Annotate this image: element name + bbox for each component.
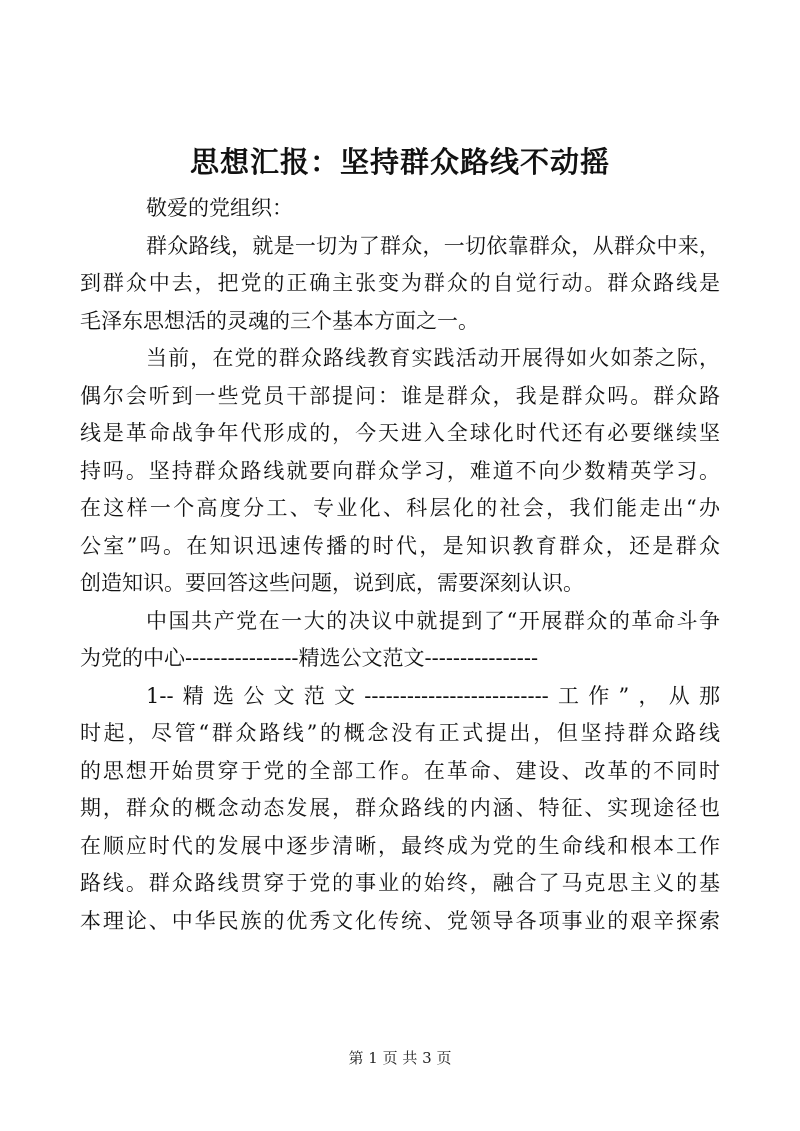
paragraph-line: 毛泽东思想活的灵魂的三个基本方面之一。 — [80, 308, 479, 333]
paragraph-line: 持吗。坚持群众路线就要向群众学习，难道不向少数精英学习。 — [80, 458, 720, 483]
paragraph-line: 中国共产党在一大的决议中就提到了“开展群众的革命斗争 — [146, 608, 720, 633]
paragraph-line: 线是革命战争年代形成的，今天进入全球化时代还有必要继续坚 — [80, 421, 720, 445]
paragraph-line: 1--精选公文范文--------------------------工作”，从那 — [146, 683, 720, 708]
salutation: 敬爱的党组织： — [146, 196, 293, 220]
paragraph-line: 期，群众的概念动态发展，群众路线的内涵、特征、实现途径也 — [80, 796, 720, 820]
paragraph-line: 时起，尽管“群众路线”的概念没有正式提出，但坚持群众路线 — [80, 721, 720, 745]
paragraph-line: 偶尔会听到一些党员干部提问：谁是群众，我是群众吗。群众路 — [80, 383, 720, 408]
paragraph-line: 在顺应时代的发展中逐步清晰，最终成为党的生命线和根本工作 — [80, 833, 720, 858]
paragraph-line: 群众路线，就是一切为了群众，一切依靠群众，从群众中来， — [146, 233, 720, 258]
paragraph-line: 公室”吗。在知识迅速传播的时代，是知识教育群众，还是群众 — [80, 533, 720, 558]
paragraph-line: 路线。群众路线贯穿于党的事业的始终，融合了马克思主义的基 — [80, 871, 720, 895]
document-body — [80, 190, 720, 940]
paragraph-line: 到群众中去，把党的正确主张变为群众的自觉行动。群众路线是 — [80, 271, 720, 295]
paragraph-line: 当前，在党的群众路线教育实践活动开展得如火如荼之际， — [146, 346, 720, 370]
paragraph-line: 为党的中心----------------精选公文范文---------------- — [80, 646, 539, 670]
paragraph-line: 的思想开始贯穿于党的全部工作。在革命、建设、改革的不同时 — [80, 758, 720, 783]
paragraph-line: 在这样一个高度分工、专业化、科层化的社会，我们能走出“办 — [80, 496, 720, 520]
paragraph-line: 本理论、中华民族的优秀文化传统、党领导各项事业的艰辛探索 — [80, 908, 720, 933]
page-footer: 第 1 页 共 3 页 — [348, 1049, 452, 1067]
document-title: 思想汇报：坚持群众路线不动摇 — [189, 145, 610, 179]
paragraph-line: 创造知识。要回答这些问题，说到底，需要深刻认识。 — [80, 571, 584, 595]
